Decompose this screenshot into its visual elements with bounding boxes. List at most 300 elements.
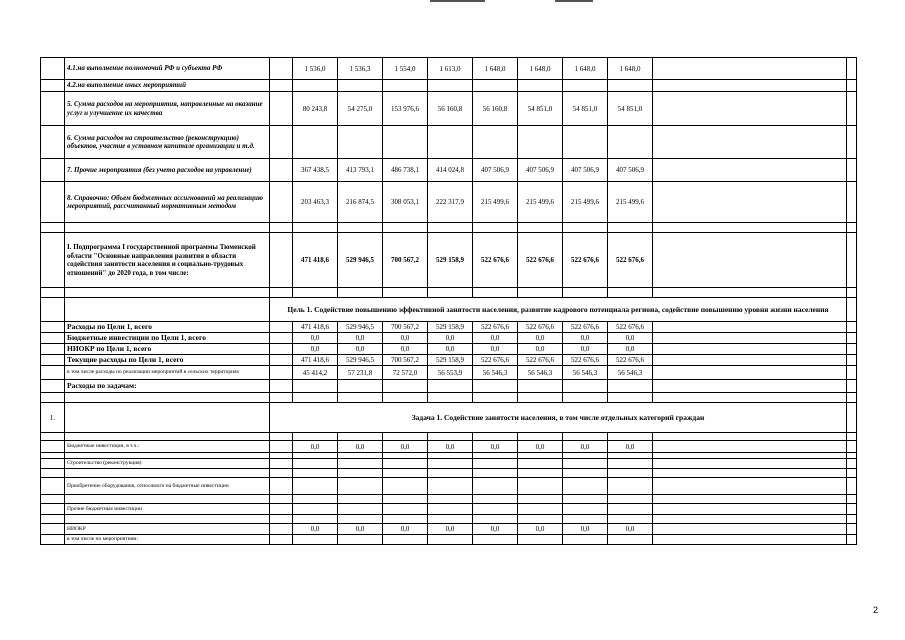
cell-empty <box>270 233 293 288</box>
cell-empty <box>847 288 857 298</box>
table-row <box>41 233 857 288</box>
value-cell: 0,0 <box>563 344 608 355</box>
value-cell: 56 546,3 <box>563 366 608 380</box>
value-cell <box>293 478 338 495</box>
value-cell <box>383 535 428 545</box>
spacer-row <box>41 515 857 524</box>
value-cell <box>473 80 518 92</box>
spacer-row <box>41 223 857 233</box>
table-row <box>41 380 857 393</box>
value-cell <box>518 478 563 495</box>
value-cell <box>428 495 473 504</box>
cell-empty <box>847 333 857 344</box>
value-cell: 1 648,0 <box>608 58 653 80</box>
value-cell: 522 676,6 <box>608 233 653 288</box>
value-cell <box>293 380 338 393</box>
value-cell <box>338 459 383 469</box>
task-row-title: Задача 1. Содействие занятости населения, в том числе отдельных категорий граждан <box>270 403 847 433</box>
cell-note <box>653 433 847 441</box>
value-cell <box>518 80 563 92</box>
cell-empty <box>65 403 270 433</box>
value-cell: 0,0 <box>428 344 473 355</box>
cell-empty <box>65 469 270 478</box>
cell-note <box>653 92 847 126</box>
value-cell: 0,0 <box>518 441 563 453</box>
cell-empty <box>270 288 293 298</box>
value-cell: 0,0 <box>338 333 383 344</box>
value-cell <box>383 80 428 92</box>
row-label: Расходы по Цели 1, всего <box>65 322 270 333</box>
cell-index <box>41 322 65 333</box>
value-cell: 56 546,3 <box>473 366 518 380</box>
value-cell: 54 851,0 <box>608 92 653 126</box>
cell-empty <box>270 515 293 524</box>
cell-empty <box>847 344 857 355</box>
value-cell: 407 506,9 <box>563 159 608 182</box>
value-cell <box>563 478 608 495</box>
value-cell <box>608 433 653 441</box>
value-cell <box>293 126 338 159</box>
value-cell: 522 676,6 <box>608 355 653 366</box>
cell-empty <box>270 182 293 223</box>
value-cell <box>383 478 428 495</box>
table-row <box>41 366 857 380</box>
value-cell: 1 613,0 <box>428 58 473 80</box>
cell-empty <box>847 366 857 380</box>
value-cell <box>473 495 518 504</box>
cell-index <box>41 469 65 478</box>
cell-index <box>41 159 65 182</box>
cell-empty <box>270 366 293 380</box>
value-cell <box>293 433 338 441</box>
row-label: Расходы по задачам: <box>65 380 270 393</box>
cell-note <box>653 288 847 298</box>
table-row <box>41 355 857 366</box>
value-cell: 1 648,0 <box>473 58 518 80</box>
cell-empty <box>270 80 293 92</box>
cell-index <box>41 355 65 366</box>
cell-note <box>653 126 847 159</box>
value-cell <box>518 380 563 393</box>
value-cell <box>608 380 653 393</box>
value-cell <box>428 380 473 393</box>
table-row <box>41 504 857 515</box>
value-cell: 0,0 <box>563 524 608 535</box>
value-cell <box>293 80 338 92</box>
cell-index <box>41 478 65 495</box>
value-cell: 0,0 <box>518 333 563 344</box>
row-label: Приобретение оборудования, относимого на бюджетные инвестиции <box>65 478 270 495</box>
value-cell: 54 851,0 <box>518 92 563 126</box>
value-cell <box>473 223 518 233</box>
value-cell: 700 567,2 <box>383 355 428 366</box>
task-row <box>41 403 857 433</box>
value-cell <box>473 535 518 545</box>
scan-edge-line <box>430 0 485 2</box>
value-cell <box>293 393 338 403</box>
row-label: 7. Прочие мероприятия (без учета расходов на управление) <box>65 159 270 182</box>
value-cell <box>293 469 338 478</box>
value-cell <box>383 515 428 524</box>
value-cell <box>518 469 563 478</box>
value-cell: 0,0 <box>608 441 653 453</box>
value-cell <box>518 288 563 298</box>
value-cell <box>338 433 383 441</box>
cell-empty <box>270 535 293 545</box>
table-row <box>41 524 857 535</box>
value-cell: 522 676,6 <box>473 233 518 288</box>
value-cell <box>338 380 383 393</box>
value-cell: 56 546,3 <box>608 366 653 380</box>
value-cell: 72 572,0 <box>383 366 428 380</box>
cell-note <box>653 80 847 92</box>
cell-empty <box>65 433 270 441</box>
spacer-row <box>41 288 857 298</box>
value-cell: 0,0 <box>293 524 338 535</box>
spacer-row <box>41 495 857 504</box>
table-body <box>41 58 857 545</box>
value-cell <box>293 459 338 469</box>
value-cell: 522 676,6 <box>518 355 563 366</box>
value-cell: 56 553,9 <box>428 366 473 380</box>
value-cell: 529 158,9 <box>428 355 473 366</box>
row-label: НИОКР <box>65 524 270 535</box>
value-cell: 1 648,0 <box>563 58 608 80</box>
value-cell: 56 160,8 <box>473 92 518 126</box>
value-cell: 0,0 <box>473 441 518 453</box>
value-cell <box>563 515 608 524</box>
value-cell <box>473 126 518 159</box>
value-cell: 0,0 <box>383 333 428 344</box>
row-label: в том числе по мероприятиям: <box>65 535 270 545</box>
cell-empty <box>847 393 857 403</box>
value-cell: 0,0 <box>293 333 338 344</box>
value-cell: 0,0 <box>473 524 518 535</box>
value-cell: 529 946,5 <box>338 322 383 333</box>
value-cell: 471 418,6 <box>293 355 338 366</box>
value-cell <box>518 393 563 403</box>
cell-index <box>41 288 65 298</box>
value-cell <box>428 469 473 478</box>
value-cell <box>383 495 428 504</box>
row-label: Прочие бюджетные инвестиции <box>65 504 270 515</box>
value-cell <box>383 288 428 298</box>
value-cell: 54 851,0 <box>563 92 608 126</box>
value-cell: 57 231,8 <box>338 366 383 380</box>
value-cell <box>518 515 563 524</box>
value-cell <box>428 504 473 515</box>
cell-empty <box>847 380 857 393</box>
value-cell: 215 499,6 <box>608 182 653 223</box>
task-number: 1. <box>41 403 65 433</box>
value-cell: 56 160,8 <box>428 92 473 126</box>
value-cell <box>608 459 653 469</box>
value-cell <box>608 393 653 403</box>
value-cell: 1 648,0 <box>518 58 563 80</box>
cell-index <box>41 524 65 535</box>
page-number: 2 <box>873 605 879 615</box>
cell-empty <box>270 495 293 504</box>
value-cell <box>293 535 338 545</box>
value-cell <box>338 469 383 478</box>
cell-empty <box>847 355 857 366</box>
spacer-row <box>41 433 857 441</box>
cell-index <box>41 535 65 545</box>
cell-empty <box>65 393 270 403</box>
scan-edge-line <box>555 0 593 2</box>
value-cell: 0,0 <box>338 524 383 535</box>
cell-note <box>653 159 847 182</box>
cell-note <box>653 380 847 393</box>
value-cell <box>563 393 608 403</box>
value-cell <box>428 288 473 298</box>
cell-empty <box>270 524 293 535</box>
value-cell: 0,0 <box>338 344 383 355</box>
value-cell <box>383 223 428 233</box>
table-row <box>41 478 857 495</box>
row-label: в том числе расходы по реализации мероприятий в сельских территориях <box>65 366 270 380</box>
value-cell: 407 506,9 <box>518 159 563 182</box>
table-row <box>41 92 857 126</box>
value-cell <box>473 469 518 478</box>
table-row <box>41 333 857 344</box>
value-cell: 529 946,5 <box>338 355 383 366</box>
cell-index <box>41 58 65 80</box>
value-cell: 529 946,5 <box>338 233 383 288</box>
row-label: 5. Сумма расходов на мероприятия, направленные на оказание услуг и улучшение их качества <box>65 92 270 126</box>
value-cell: 0,0 <box>428 441 473 453</box>
cell-empty <box>270 504 293 515</box>
goal-row <box>41 298 857 322</box>
value-cell <box>563 535 608 545</box>
table-row <box>41 182 857 223</box>
value-cell: 215 499,6 <box>518 182 563 223</box>
cell-note <box>653 515 847 524</box>
value-cell: 0,0 <box>518 344 563 355</box>
value-cell: 308 053,1 <box>383 182 428 223</box>
value-cell <box>338 288 383 298</box>
value-cell <box>428 393 473 403</box>
value-cell: 486 738,1 <box>383 159 428 182</box>
value-cell <box>608 535 653 545</box>
cell-empty <box>270 92 293 126</box>
cell-note <box>653 478 847 495</box>
value-cell: 0,0 <box>473 333 518 344</box>
cell-empty <box>65 495 270 504</box>
cell-note <box>653 223 847 233</box>
cell-note <box>653 58 847 80</box>
cell-empty <box>847 504 857 515</box>
value-cell <box>428 515 473 524</box>
cell-empty <box>847 459 857 469</box>
table-row <box>41 322 857 333</box>
value-cell <box>383 393 428 403</box>
value-cell <box>293 223 338 233</box>
value-cell <box>338 393 383 403</box>
value-cell <box>293 515 338 524</box>
cell-index <box>41 344 65 355</box>
value-cell <box>518 459 563 469</box>
value-cell: 0,0 <box>608 344 653 355</box>
row-label: Бюджетные инвестиции по Цели 1, всего <box>65 333 270 344</box>
cell-note <box>653 504 847 515</box>
value-cell: 522 676,6 <box>473 355 518 366</box>
cell-empty <box>847 524 857 535</box>
value-cell: 215 499,6 <box>563 182 608 223</box>
cell-note <box>653 495 847 504</box>
value-cell <box>518 495 563 504</box>
value-cell <box>608 504 653 515</box>
cell-empty <box>847 233 857 288</box>
row-label: НИОКР по Цели 1, всего <box>65 344 270 355</box>
cell-empty <box>847 322 857 333</box>
cell-index <box>41 495 65 504</box>
table-row <box>41 441 857 453</box>
cell-empty <box>847 535 857 545</box>
value-cell: 407 506,9 <box>473 159 518 182</box>
value-cell <box>608 515 653 524</box>
value-cell <box>563 126 608 159</box>
value-cell <box>473 478 518 495</box>
row-label: Строительство (реконструкция) <box>65 459 270 469</box>
table-row <box>41 126 857 159</box>
value-cell: 0,0 <box>473 344 518 355</box>
cell-index <box>41 459 65 469</box>
value-cell <box>473 393 518 403</box>
value-cell <box>338 495 383 504</box>
cell-empty <box>65 223 270 233</box>
cell-empty <box>270 126 293 159</box>
cell-empty <box>270 393 293 403</box>
value-cell <box>383 433 428 441</box>
cell-empty <box>847 298 857 322</box>
cell-empty <box>847 403 857 433</box>
table-row <box>41 58 857 80</box>
value-cell <box>473 459 518 469</box>
cell-note <box>653 333 847 344</box>
cell-note <box>653 366 847 380</box>
value-cell <box>428 459 473 469</box>
value-cell: 80 243,8 <box>293 92 338 126</box>
value-cell <box>428 126 473 159</box>
value-cell <box>473 433 518 441</box>
spacer-row <box>41 393 857 403</box>
value-cell: 471 418,6 <box>293 322 338 333</box>
cell-note <box>653 355 847 366</box>
row-label: Текущие расходы по Цели 1, всего <box>65 355 270 366</box>
value-cell: 222 317,9 <box>428 182 473 223</box>
budget-table <box>40 57 857 545</box>
value-cell <box>518 433 563 441</box>
value-cell: 0,0 <box>383 524 428 535</box>
value-cell <box>428 535 473 545</box>
value-cell: 529 158,9 <box>428 233 473 288</box>
value-cell <box>293 504 338 515</box>
row-label: 6. Сумма расходов на строительство (реконструкцию) объектов, участие в уставном капитале организации и т.д. <box>65 126 270 159</box>
cell-empty <box>270 433 293 441</box>
value-cell: 471 418,6 <box>293 233 338 288</box>
value-cell <box>608 478 653 495</box>
value-cell: 0,0 <box>338 441 383 453</box>
cell-index <box>41 333 65 344</box>
cell-empty <box>847 92 857 126</box>
value-cell <box>338 80 383 92</box>
cell-empty <box>847 469 857 478</box>
value-cell: 0,0 <box>563 441 608 453</box>
cell-note <box>653 233 847 288</box>
value-cell <box>293 495 338 504</box>
row-label: I. Подпрограмма I государственной программы Тюменской области "Основные направления развития в области содействия занятости населения и социально-трудовых отношений" до 2020 года, в том числе: <box>65 233 270 288</box>
value-cell: 522 676,6 <box>563 322 608 333</box>
value-cell <box>338 515 383 524</box>
value-cell <box>383 126 428 159</box>
value-cell: 1 536,3 <box>338 58 383 80</box>
cell-empty <box>270 223 293 233</box>
value-cell: 367 438,5 <box>293 159 338 182</box>
table-row <box>41 159 857 182</box>
value-cell <box>608 495 653 504</box>
cell-empty <box>847 441 857 453</box>
cell-index <box>41 298 65 322</box>
cell-note <box>653 182 847 223</box>
row-label: 8. Справочно: Объем бюджетных ассигнований на реализацию мероприятий, рассчитанный нормативным методом <box>65 182 270 223</box>
goal-row-title: Цель 1. Содействие повышению эффективной занятости населения, развитие кадрового потенциала региона, содействие повышению уровня жизни населения <box>270 298 847 322</box>
value-cell: 0,0 <box>518 524 563 535</box>
cell-empty <box>270 441 293 453</box>
value-cell: 0,0 <box>293 441 338 453</box>
value-cell <box>563 288 608 298</box>
value-cell <box>383 504 428 515</box>
cell-empty <box>847 433 857 441</box>
value-cell <box>383 380 428 393</box>
cell-note <box>653 524 847 535</box>
value-cell <box>608 223 653 233</box>
cell-empty <box>847 495 857 504</box>
value-cell: 0,0 <box>293 344 338 355</box>
value-cell: 414 024,8 <box>428 159 473 182</box>
table-row <box>41 344 857 355</box>
value-cell <box>563 223 608 233</box>
value-cell: 216 874,5 <box>338 182 383 223</box>
cell-index <box>41 380 65 393</box>
cell-empty <box>270 159 293 182</box>
cell-empty <box>270 58 293 80</box>
cell-empty <box>270 469 293 478</box>
cell-empty <box>847 58 857 80</box>
value-cell <box>608 288 653 298</box>
value-cell: 522 676,6 <box>563 233 608 288</box>
value-cell <box>428 433 473 441</box>
cell-index <box>41 92 65 126</box>
cell-empty <box>270 333 293 344</box>
value-cell <box>383 459 428 469</box>
cell-note <box>653 459 847 469</box>
value-cell <box>473 504 518 515</box>
cell-note <box>653 393 847 403</box>
value-cell: 0,0 <box>428 333 473 344</box>
value-cell: 522 676,6 <box>518 322 563 333</box>
cell-empty <box>65 288 270 298</box>
value-cell <box>338 535 383 545</box>
cell-empty <box>65 515 270 524</box>
value-cell: 413 793,1 <box>338 159 383 182</box>
value-cell: 522 676,6 <box>518 233 563 288</box>
value-cell <box>518 504 563 515</box>
value-cell <box>518 126 563 159</box>
value-cell <box>293 288 338 298</box>
value-cell <box>518 223 563 233</box>
value-cell: 522 676,6 <box>563 355 608 366</box>
